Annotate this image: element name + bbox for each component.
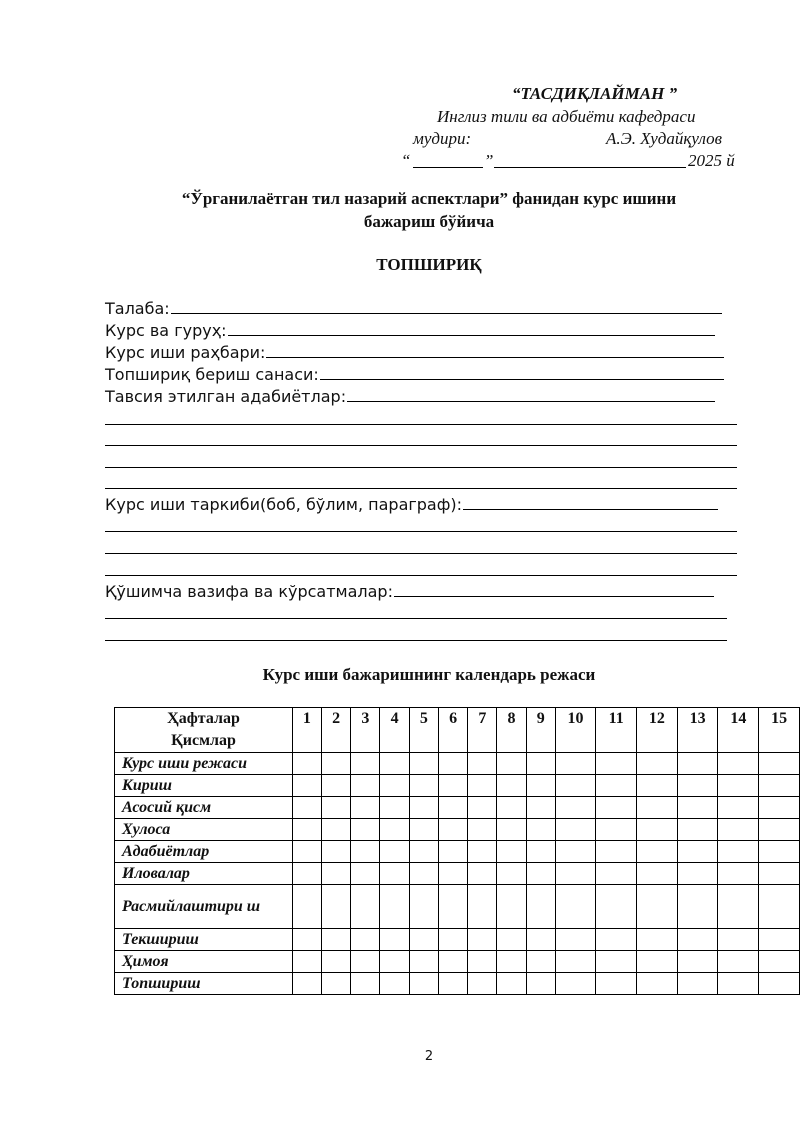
schedule-cell[interactable]: [526, 775, 555, 797]
section-label: Кириш: [115, 775, 293, 797]
schedule-cell[interactable]: [596, 863, 637, 885]
schedule-cell[interactable]: [596, 753, 637, 775]
schedule-cell[interactable]: [677, 819, 718, 841]
schedule-cell[interactable]: [718, 973, 759, 995]
weeks-header-label: Ҳафталар: [167, 710, 240, 727]
week-header-cell: 2: [321, 708, 351, 753]
literature-line-2[interactable]: [105, 445, 737, 446]
supervisor-label: Курс иши раҳбари:: [105, 343, 266, 362]
schedule-cell[interactable]: [468, 973, 497, 995]
structure-blank-line: [463, 509, 718, 510]
schedule-cell[interactable]: [409, 973, 438, 995]
schedule-cell[interactable]: [351, 973, 380, 995]
schedule-cell[interactable]: [759, 775, 800, 797]
course-group-field[interactable]: [105, 318, 715, 340]
schedule-cell[interactable]: [637, 841, 678, 863]
schedule-cell[interactable]: [497, 775, 527, 797]
calendar-row: [115, 819, 800, 841]
assignment-heading: ТОПШИРИҚ: [376, 255, 482, 274]
approval-department: Инглиз тили ва адбиёти кафедраси: [437, 107, 696, 126]
schedule-cell[interactable]: [292, 775, 321, 797]
student-label: Талаба:: [105, 299, 170, 318]
schedule-cell[interactable]: [438, 973, 468, 995]
schedule-cell[interactable]: [380, 753, 410, 775]
schedule-cell[interactable]: [497, 841, 527, 863]
schedule-cell[interactable]: [555, 753, 596, 775]
schedule-cell[interactable]: [526, 973, 555, 995]
schedule-cell[interactable]: [380, 819, 410, 841]
schedule-cell[interactable]: [759, 863, 800, 885]
schedule-cell[interactable]: [438, 841, 468, 863]
calendar-table-body: [115, 708, 800, 995]
week-header-cell: 1: [292, 708, 321, 753]
schedule-cell[interactable]: [596, 973, 637, 995]
schedule-cell[interactable]: [409, 753, 438, 775]
schedule-cell[interactable]: [677, 863, 718, 885]
calendar-row: [115, 929, 800, 951]
structure-line-1[interactable]: [105, 531, 737, 532]
schedule-cell[interactable]: [292, 929, 321, 951]
schedule-cell[interactable]: [438, 951, 468, 973]
schedule-cell[interactable]: [759, 973, 800, 995]
section-label: Курс иши режаси: [115, 753, 293, 775]
schedule-cell[interactable]: [438, 863, 468, 885]
schedule-cell[interactable]: [438, 753, 468, 775]
schedule-cell[interactable]: [718, 841, 759, 863]
schedule-cell[interactable]: [438, 775, 468, 797]
schedule-cell[interactable]: [637, 885, 678, 929]
schedule-cell[interactable]: [409, 797, 438, 819]
issue-date-label: Топшириқ бериш санаси:: [105, 365, 319, 384]
schedule-cell[interactable]: [596, 797, 637, 819]
schedule-cell[interactable]: [409, 819, 438, 841]
structure-line-3[interactable]: [105, 575, 737, 576]
schedule-cell[interactable]: [677, 797, 718, 819]
schedule-cell[interactable]: [292, 885, 321, 929]
schedule-cell[interactable]: [759, 951, 800, 973]
approval-day-line: [413, 167, 483, 168]
supervisor-blank-line: [266, 357, 724, 358]
schedule-cell[interactable]: [718, 863, 759, 885]
additional-line-2[interactable]: [105, 640, 727, 641]
student-field[interactable]: [105, 296, 722, 318]
schedule-cell[interactable]: [468, 775, 497, 797]
schedule-cell[interactable]: [596, 841, 637, 863]
literature-label: Тавсия этилган адабиётлар:: [105, 387, 347, 406]
schedule-cell[interactable]: [555, 819, 596, 841]
structure-line-2[interactable]: [105, 553, 737, 554]
schedule-cell[interactable]: [526, 753, 555, 775]
additional-field[interactable]: [105, 579, 714, 601]
week-header-cell: 4: [380, 708, 410, 753]
schedule-cell[interactable]: [292, 863, 321, 885]
schedule-cell[interactable]: [292, 797, 321, 819]
schedule-cell[interactable]: [468, 841, 497, 863]
schedule-cell[interactable]: [677, 841, 718, 863]
schedule-cell[interactable]: [351, 929, 380, 951]
schedule-cell[interactable]: [497, 885, 527, 929]
week-header-cell: 8: [497, 708, 527, 753]
section-label: Расмийлаштири ш: [115, 885, 293, 929]
schedule-cell[interactable]: [555, 797, 596, 819]
literature-field[interactable]: [105, 384, 715, 406]
calendar-row: [115, 973, 800, 995]
approval-date-close-quote: ”: [484, 151, 494, 170]
schedule-cell[interactable]: [497, 753, 527, 775]
schedule-cell[interactable]: [677, 885, 718, 929]
calendar-row: [115, 753, 800, 775]
schedule-cell[interactable]: [468, 929, 497, 951]
schedule-cell[interactable]: [497, 797, 527, 819]
schedule-cell[interactable]: [497, 863, 527, 885]
additional-blank-line: [394, 596, 714, 597]
schedule-cell[interactable]: [759, 797, 800, 819]
schedule-cell[interactable]: [292, 753, 321, 775]
schedule-cell[interactable]: [526, 885, 555, 929]
schedule-cell[interactable]: [555, 951, 596, 973]
schedule-cell[interactable]: [555, 929, 596, 951]
schedule-cell[interactable]: [351, 753, 380, 775]
schedule-cell[interactable]: [468, 951, 497, 973]
schedule-cell[interactable]: [380, 885, 410, 929]
section-label: Текшириш: [115, 929, 293, 951]
schedule-cell[interactable]: [718, 753, 759, 775]
calendar-header-row: [115, 708, 800, 753]
schedule-cell[interactable]: [596, 775, 637, 797]
week-header-cell: 7: [468, 708, 497, 753]
section-label: Иловалар: [115, 863, 293, 885]
schedule-cell[interactable]: [380, 775, 410, 797]
schedule-cell[interactable]: [292, 973, 321, 995]
calendar-header-cell: [115, 708, 293, 753]
schedule-cell[interactable]: [759, 753, 800, 775]
schedule-cell[interactable]: [380, 929, 410, 951]
schedule-cell[interactable]: [351, 819, 380, 841]
schedule-cell[interactable]: [596, 885, 637, 929]
schedule-cell[interactable]: [380, 841, 410, 863]
section-label: Топшириш: [115, 973, 293, 995]
schedule-cell[interactable]: [438, 819, 468, 841]
calendar-title: Курс иши бажаришнинг календарь режаси: [262, 665, 596, 684]
schedule-cell[interactable]: [718, 951, 759, 973]
section-label: Асосий қисм: [115, 797, 293, 819]
schedule-cell[interactable]: [321, 775, 351, 797]
issue-date-field[interactable]: [105, 362, 724, 384]
issue-date-blank-line: [320, 379, 724, 380]
schedule-cell[interactable]: [380, 797, 410, 819]
schedule-cell[interactable]: [677, 753, 718, 775]
structure-label: Курс иши таркиби(боб, бўлим, параграф):: [105, 495, 463, 514]
schedule-cell[interactable]: [351, 841, 380, 863]
week-header-cell: 14: [718, 708, 759, 753]
schedule-cell[interactable]: [497, 973, 527, 995]
schedule-cell[interactable]: [497, 819, 527, 841]
schedule-cell[interactable]: [677, 775, 718, 797]
schedule-cell[interactable]: [321, 973, 351, 995]
approval-month-line: [494, 167, 686, 168]
course-title-line2: бажариш бўйича: [363, 212, 495, 231]
section-label: Хулоса: [115, 819, 293, 841]
schedule-cell[interactable]: [596, 951, 637, 973]
schedule-cell[interactable]: [555, 885, 596, 929]
calendar-row: [115, 863, 800, 885]
calendar-row: [115, 885, 800, 929]
schedule-cell[interactable]: [380, 973, 410, 995]
literature-line-1[interactable]: [105, 424, 737, 425]
course-group-label: Курс ва гуруҳ:: [105, 321, 227, 340]
schedule-cell[interactable]: [637, 951, 678, 973]
schedule-cell[interactable]: [526, 797, 555, 819]
schedule-cell[interactable]: [718, 797, 759, 819]
schedule-cell[interactable]: [468, 797, 497, 819]
approval-position: мудири:: [413, 129, 472, 148]
schedule-cell[interactable]: [409, 885, 438, 929]
sections-header-label: Қисмлар: [171, 732, 236, 749]
schedule-cell[interactable]: [718, 885, 759, 929]
schedule-cell[interactable]: [759, 841, 800, 863]
schedule-cell[interactable]: [292, 819, 321, 841]
schedule-cell[interactable]: [380, 863, 410, 885]
week-header-cell: 3: [351, 708, 380, 753]
schedule-cell[interactable]: [351, 951, 380, 973]
calendar-row: [115, 775, 800, 797]
calendar-table: [114, 707, 800, 995]
schedule-cell[interactable]: [637, 819, 678, 841]
schedule-cell[interactable]: [468, 885, 497, 929]
schedule-cell[interactable]: [637, 775, 678, 797]
schedule-cell[interactable]: [438, 797, 468, 819]
schedule-cell[interactable]: [292, 951, 321, 973]
schedule-cell[interactable]: [677, 929, 718, 951]
approval-date-open-quote: “: [401, 151, 411, 170]
schedule-cell[interactable]: [321, 885, 351, 929]
schedule-cell[interactable]: [497, 929, 527, 951]
schedule-cell[interactable]: [351, 775, 380, 797]
schedule-cell[interactable]: [321, 929, 351, 951]
schedule-cell[interactable]: [596, 929, 637, 951]
structure-field[interactable]: [105, 492, 718, 514]
week-header-cell: 11: [596, 708, 637, 753]
section-label: Ҳимоя: [115, 951, 293, 973]
schedule-cell[interactable]: [637, 797, 678, 819]
schedule-cell[interactable]: [677, 973, 718, 995]
schedule-cell[interactable]: [438, 929, 468, 951]
schedule-cell[interactable]: [321, 951, 351, 973]
schedule-cell[interactable]: [321, 753, 351, 775]
schedule-cell[interactable]: [468, 819, 497, 841]
additional-label: Қўшимча вазифа ва кўрсатмалар:: [105, 582, 393, 601]
calendar-row: [115, 797, 800, 819]
section-label: Адабиётлар: [115, 841, 293, 863]
course-title-line1: “Ўрганилаётган тил назарий аспектлари” фанидан курс ишини: [181, 189, 677, 208]
schedule-cell[interactable]: [409, 929, 438, 951]
schedule-cell[interactable]: [409, 841, 438, 863]
schedule-cell[interactable]: [380, 951, 410, 973]
week-header-cell: 6: [438, 708, 468, 753]
week-header-cell: 5: [409, 708, 438, 753]
schedule-cell[interactable]: [637, 973, 678, 995]
literature-blank-line: [347, 401, 715, 402]
calendar-row: [115, 951, 800, 973]
literature-line-3[interactable]: [105, 467, 737, 468]
approval-head-name: А.Э. Худайқулов: [606, 129, 722, 148]
additional-line-1[interactable]: [105, 618, 727, 619]
schedule-cell[interactable]: [468, 863, 497, 885]
schedule-cell[interactable]: [321, 797, 351, 819]
schedule-cell[interactable]: [637, 929, 678, 951]
schedule-cell[interactable]: [321, 863, 351, 885]
schedule-cell[interactable]: [759, 929, 800, 951]
week-header-cell: 13: [677, 708, 718, 753]
schedule-cell[interactable]: [555, 841, 596, 863]
schedule-cell[interactable]: [409, 951, 438, 973]
literature-line-4[interactable]: [105, 488, 737, 489]
schedule-cell[interactable]: [292, 841, 321, 863]
schedule-cell[interactable]: [526, 929, 555, 951]
schedule-cell[interactable]: [526, 951, 555, 973]
schedule-cell[interactable]: [351, 863, 380, 885]
schedule-cell[interactable]: [637, 753, 678, 775]
schedule-cell[interactable]: [351, 885, 380, 929]
schedule-cell[interactable]: [555, 775, 596, 797]
schedule-cell[interactable]: [351, 797, 380, 819]
course-group-blank-line: [228, 335, 715, 336]
schedule-cell[interactable]: [438, 885, 468, 929]
week-header-cell: 10: [555, 708, 596, 753]
schedule-cell[interactable]: [497, 951, 527, 973]
approval-year: 2025 й: [688, 151, 735, 170]
schedule-cell[interactable]: [526, 863, 555, 885]
supervisor-field[interactable]: [105, 340, 724, 362]
schedule-cell[interactable]: [555, 973, 596, 995]
schedule-cell[interactable]: [321, 819, 351, 841]
schedule-cell[interactable]: [409, 863, 438, 885]
week-header-cell: 9: [526, 708, 555, 753]
week-header-cell: 15: [759, 708, 800, 753]
schedule-cell[interactable]: [718, 775, 759, 797]
schedule-cell[interactable]: [526, 819, 555, 841]
calendar-row: [115, 841, 800, 863]
schedule-cell[interactable]: [677, 951, 718, 973]
schedule-cell[interactable]: [321, 841, 351, 863]
approval-heading: “ТАСДИҚЛАЙМАН ”: [512, 84, 678, 103]
schedule-cell[interactable]: [759, 819, 800, 841]
schedule-cell[interactable]: [637, 863, 678, 885]
schedule-cell[interactable]: [596, 819, 637, 841]
schedule-cell[interactable]: [409, 775, 438, 797]
schedule-cell[interactable]: [759, 885, 800, 929]
student-blank-line: [171, 313, 722, 314]
week-header-cell: 12: [637, 708, 678, 753]
schedule-cell[interactable]: [718, 819, 759, 841]
page-number: 2: [424, 1049, 434, 1064]
schedule-cell[interactable]: [526, 841, 555, 863]
schedule-cell[interactable]: [468, 753, 497, 775]
schedule-cell[interactable]: [555, 863, 596, 885]
schedule-cell[interactable]: [718, 929, 759, 951]
